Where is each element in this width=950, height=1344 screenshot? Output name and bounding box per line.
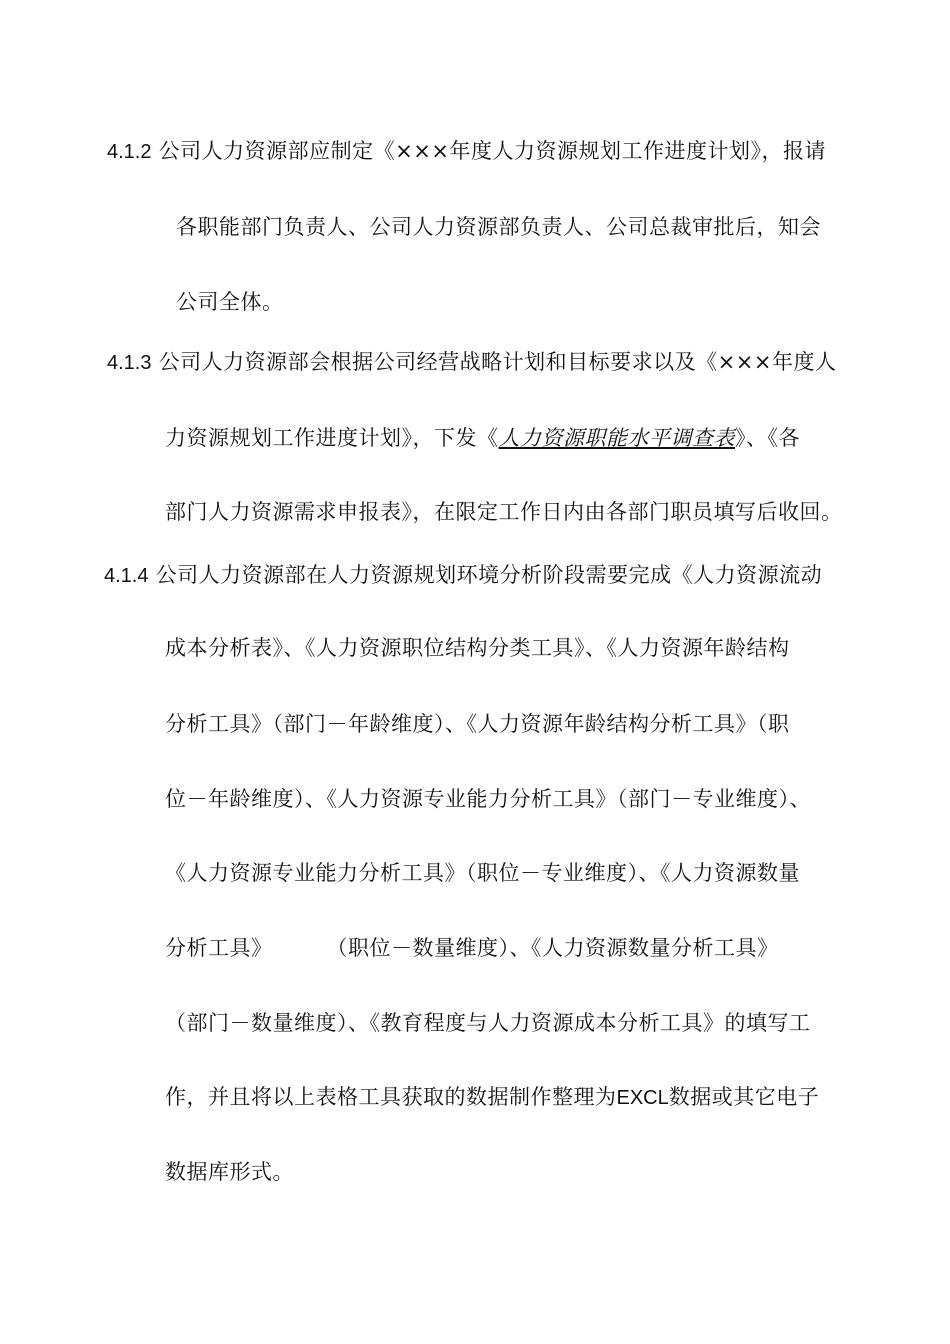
excl-term: EXCL bbox=[616, 1087, 669, 1109]
section-4-1-2-line-3: 公司全体。 bbox=[176, 290, 284, 314]
section-number: 4.1.4 bbox=[104, 565, 149, 587]
section-4-1-4-line-8 bbox=[165, 1082, 819, 1113]
section-4-1-4-line-7: （部门－数量维度）、《教育程度与人力资源成本分析工具》的填写工 bbox=[165, 1011, 811, 1035]
section-4-1-4-line-4: 位－年龄维度）、《人力资源专业能力分析工具》（部门－专业维度）、 bbox=[165, 787, 811, 811]
paragraph-text: 公司人力资源部会根据公司经营战略计划和目标要求以及《×××年度人 bbox=[158, 350, 837, 374]
survey-table-link[interactable]: 人力资源职能水平调查表 bbox=[498, 426, 735, 450]
section-number: 4.1.2 bbox=[107, 141, 152, 163]
paragraph-text: 公司人力资源部应制定《×××年度人力资源规划工作进度计划》，报请 bbox=[158, 139, 826, 163]
section-4-1-4-line-9: 数据库形式。 bbox=[165, 1160, 294, 1184]
paragraph-text: 作，并且将以上表格工具获取的数据制作整理为 bbox=[165, 1085, 617, 1109]
paragraph-text: 数据或其它电子 bbox=[668, 1085, 820, 1109]
paragraph-text: 力资源规划工作进度计划》，下发《 bbox=[165, 426, 499, 450]
paragraph-text: （职位－数量维度）、《人力资源数量分析工具》 bbox=[326, 936, 779, 960]
section-4-1-2-line-1 bbox=[107, 136, 826, 167]
section-4-1-4-line-1 bbox=[104, 560, 822, 591]
paragraph-text: 分析工具》 bbox=[165, 936, 273, 960]
section-4-1-3-line-1 bbox=[107, 347, 836, 378]
section-4-1-4-line-6 bbox=[165, 933, 779, 963]
section-4-1-3-line-3: 部门人力资源需求申报表》，在限定工作日内由各部门职员填写后收回。 bbox=[165, 500, 843, 524]
section-4-1-3-line-2 bbox=[165, 423, 800, 453]
section-number: 4.1.3 bbox=[107, 352, 152, 374]
paragraph-text: 》、《各 bbox=[735, 426, 800, 450]
section-4-1-2-line-2: 各职能部门负责人、公司人力资源部负责人、公司总裁审批后，知会 bbox=[176, 215, 821, 239]
section-4-1-4-line-5: 《人力资源专业能力分析工具》（职位－专业维度）、《人力资源数量 bbox=[165, 861, 800, 885]
section-4-1-4-line-2: 成本分析表》、《人力资源职位结构分类工具》、《人力资源年龄结构 bbox=[165, 636, 790, 660]
paragraph-text: 公司人力资源部在人力资源规划环境分析阶段需要完成《人力资源流动 bbox=[155, 563, 823, 587]
section-4-1-4-line-3: 分析工具》（部门－年龄维度）、《人力资源年龄结构分析工具》（职 bbox=[165, 712, 790, 736]
